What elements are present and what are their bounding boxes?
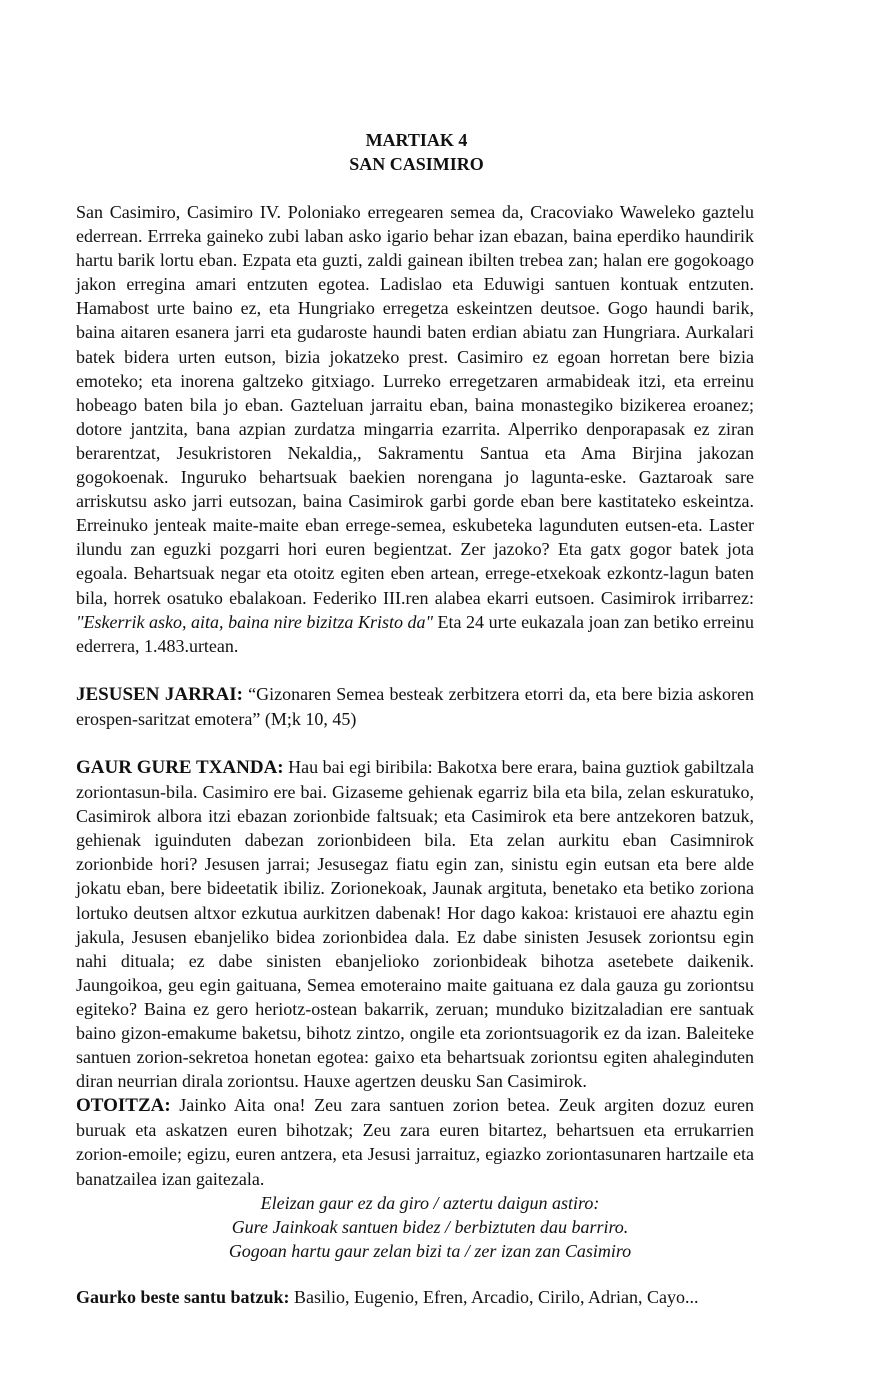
- verse-line-1: Eleizan gaur ez da giro / aztertu daigun astiro:: [260, 1192, 600, 1213]
- intro-quote: "Eskerrik asko, aita, baina nire bizitza Kristo da": [76, 611, 434, 632]
- date-heading: MARTIAK 4: [365, 130, 468, 150]
- jesusen-label: JESUSEN JARRAI:: [76, 683, 243, 705]
- intro-paragraph: [76, 200, 754, 658]
- verse-line-3: Gogoan hartu gaur zelan bizi ta / zer izan zan Casimiro: [228, 1240, 632, 1261]
- gaur-text: Hau bai egi biribila: Bakotxa bere erara, baina guztiok gabiltzala zoriontasun-bila. Casimiro ere bai. Gizaseme gehienak egarriz bila eta bila, zelan eskuratuko, Casimirok albora itzi ebazan zorionbide faltsuak; eta Casimirok eta bere antzekoren batzuk, gehienak iguinduten dabezan zorionbideen bila. Eta zelan aurkitu eban Casimnirok zorionbide hori? Jesusen jarrai; Jesusegaz fiatu egin zan, sinistu egin eutsan eta bere alde jokatu eban, bere bideetatik ibiliz. Zorionekoak, Jaunak argituta, benetako eta betiko zoriona lortuko deutsen altxor ezkutua aurkitzen dabenak! Hor dago kakoa: kristauoi ere ahaztu egin jakula, Jesusen ebanjeliko bidea zorionbidea dala. Ez dabe sinisten Jesusek zoriontsu egin nahi dituala; ez dabe sinisten ebanjelioko zorionbideak bihotza asetebete daikenik. Jaungoikoa, geu egin gaituana, Semea emoteraino maite gaituana ez dala gauza gu zoriontsu egiteko? Baina ez gero heriotz-ostean bakarrik, zeruan; munduko bizitzaladian ere santuak baino gizon-emakume baketsu, bihotz zintzo, ongile eta zoriontsuagorik ez da izan. Baleiteke santuen zorion-sekretoa honetan egotea: gaixo eta behartsuak zoriontsu egiten ahaleginduten diran neurrian dirala zoriontsu. Hauxe agertzen deusku San Casimirok.: [76, 756, 754, 1092]
- gaur-paragraph: [76, 755, 754, 1093]
- otoitza-paragraph: [76, 1093, 754, 1190]
- jesusen-paragraph: [76, 682, 754, 731]
- other-saints-paragraph: [76, 1285, 754, 1309]
- saint-heading: SAN CASIMIRO: [349, 154, 484, 174]
- otoitza-label: OTOITZA:: [76, 1095, 171, 1117]
- intro-text-end: Eta 24 urte eukazala joan zan betiko erreinu ederrera, 1.483.urtean.: [76, 611, 754, 656]
- document-page: [76, 128, 754, 1309]
- jesusen-text: “Gizonaren Semea besteak zerbitzera etorri da, eta bere bizia askoren erospen-saritzat emotera” (M;k 10, 45): [76, 683, 754, 729]
- gaur-label: GAUR GURE TXANDA:: [76, 756, 284, 778]
- verse-block: [76, 1191, 754, 1263]
- intro-text: San Casimiro, Casimiro IV. Poloniako erregearen semea da, Cracoviako Waweleko gaztelu ederrean. Errreka gaineko zubi laban asko igario behar izan ebazan, baina eperdiko haundirik hartu barik lortu eban. Ezpata eta guzti, zaldi gainean ibilten trebea zan; halan ere gogokoago jakon erregina amari entzuten egotea. Ladislao eta Eduwigi santuen kontuak entzuten. Hamabost urte baino ez, eta Hungriako erregetza eskeintzen deutsoe. Gogo haundi barik, baina aitaren esanera jarri eta gudaroste haundi baten erdian abiatu zan Hungriara. Aurkalari batek bidera urten eutson, bizia jokatzeko prest. Casimiro ez egoan horretan bere bizia emoteko; eta inorena galtzeko gitxiago. Lurreko erregetzaren armabideak itzi, eta erreinu hobeago baten bila jo eban. Gazteluan jarraitu eban, baina monastegiko bizikerea eroanez; dotore jantzita, bana azpian zurdatza mingarria ezarrita. Alperriko denporapasak ez ziran berarentzat, Jesukristoren Nekaldia,, Sakramentu Santua eta Ama Birjina jakozan gogokoenak. Inguruko behartsuak baekien norengana jo lagunta-eske. Gaztaroak sare arriskutsu asko jarri eutsozan, baina Casimirok garbi gorde eban bere kastitateko eskeintza. Erreinuko jenteak maite-maite eban errege-semea, eskubeteka lagunduten eutsen-eta. Laster ilundu zan eguzki pozgarri hori euren begientzat. Zer jazoko? Eta gatx gogor batek jota egoala. Behartsuak negar eta otoitz egiten eben artean, errege-etxekoak ezkontz-lagun baten bila, horrek osatuko ebalakoan. Federiko III.ren alabea ekarri eutsoen. Casimirok irribarrez:: [76, 202, 754, 608]
- otoitza-text: Jainko Aita ona! Zeu zara santuen zorion betea. Zeuk argiten dozuz euren buruak eta askatzen euren bihotzak; Zeu zara euren bitartez, behartsuen eta errukarrien zorion-emoile; egizu, euren antzera, eta Jesusi jarraituz, egiazko zoriontasunaren hartzaile eta banatzailea izan gaitezala.: [76, 1095, 754, 1189]
- other-saints-text: Basilio, Eugenio, Efren, Arcadio, Cirilo, Adrian, Cayo...: [289, 1286, 699, 1307]
- verse-line-2: Gure Jainkoak santuen bidez / berbiztuten dau barriro.: [231, 1216, 629, 1237]
- other-saints-label: Gaurko beste santu batzuk:: [76, 1286, 290, 1307]
- title-block: [79, 128, 754, 176]
